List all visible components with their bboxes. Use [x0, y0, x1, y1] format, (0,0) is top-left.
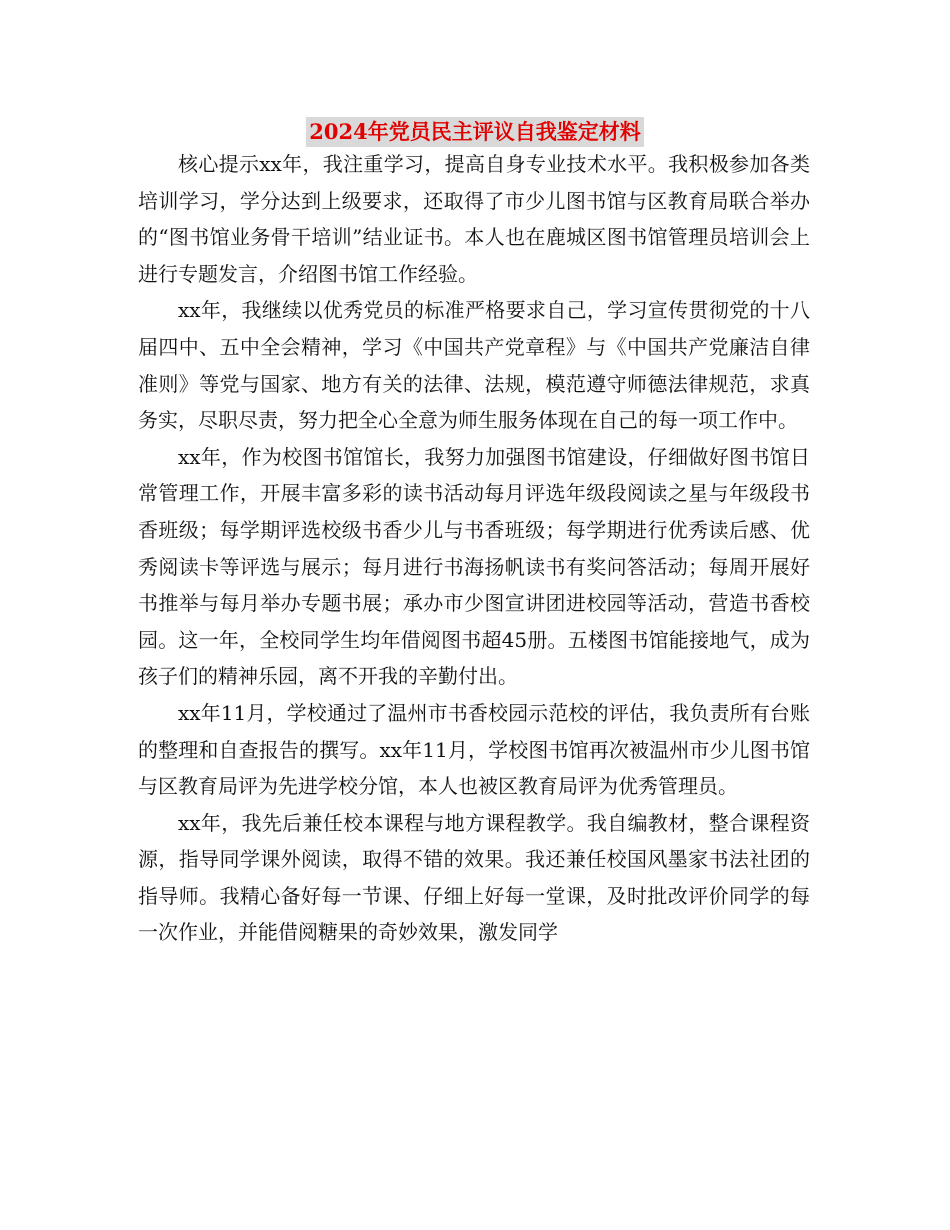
document-title-text: 2024年党员民主评议自我鉴定材料: [306, 117, 643, 147]
paragraph-5: xx年，我先后兼任校本课程与地方课程教学。我自编教材，整合课程资源，指导同学课外阅读，取得不错的效果。我还兼任校国风墨家书法社团的指导师。我精心备好每一节课、仔细上好每一堂课，及时批改评价同学的每一次作业，并能借阅糖果的奇妙效果，激发同学: [138, 810, 810, 945]
paragraph-4: xx年11月，学校通过了温州市书香校园示范校的评估，我负责所有台账的整理和自查报告的撰写。xx年11月，学校图书馆再次被温州市少儿图书馆与区教育局评为先进学校分馆，本人也被区教育局评为优秀管理员。: [138, 700, 810, 799]
paragraph-2: xx年，我继续以优秀党员的标准严格要求自己，学习宣传贯彻党的十八届四中、五中全会精神，学习《中国共产党章程》与《中国共产党廉洁自律准则》等党与国家、地方有关的法律、法规，模范遵守师德法律规范，求真务实，尽职尽责，努力把全心全意为师生服务体现在自己的每一项工作中。: [138, 298, 810, 433]
document-title: [0, 113, 950, 147]
paragraph-3: xx年，作为校图书馆馆长，我努力加强图书馆建设，仔细做好图书馆日常管理工作，开展丰富多彩的读书活动每月评选年级段阅读之星与年级段书香班级；每学期评选校级书香少儿与书香班级；每学期进行优秀读后感、优秀阅读卡等评选与展示；每月进行书海扬帆读书有奖问答活动；每周开展好书推举与每月举办专题书展；承办市少图宣讲团进校园等活动，营造书香校园。这一年，全校同学生均年借阅图书超45册。五楼图书馆能接地气，成为孩子们的精神乐园，离不开我的辛勤付出。: [138, 444, 810, 689]
document-body: [138, 146, 810, 951]
paragraph-1: 核心提示xx年，我注重学习，提高自身专业技术水平。我积极参加各类培训学习，学分达到上级要求，还取得了市少儿图书馆与区教育局联合举办的“图书馆业务骨干培训”结业证书。本人也在鹿城区图书馆管理员培训会上进行专题发言，介绍图书馆工作经验。: [138, 152, 810, 286]
